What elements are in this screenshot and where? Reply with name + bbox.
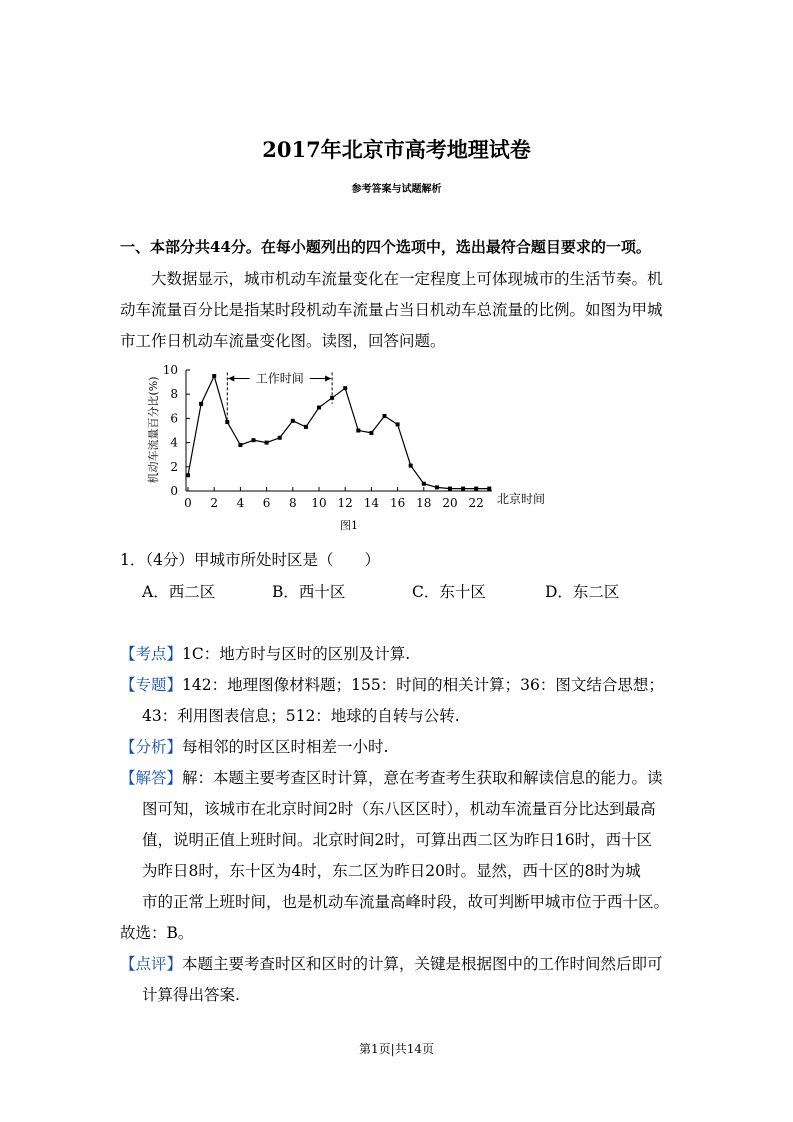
data-point	[330, 396, 334, 400]
fenxi-text: 每相邻的时区区时相差一小时.	[182, 738, 389, 756]
intro-paragraph: 大数据显示，城市机动车流量变化在一定程度上可体现城市的生活节奏。机动车流量百分比是指某时段机动车流量占当日机动车总流量的比例。如图为甲城市工作日机动车流量变化图。读图，回答问题。	[120, 270, 663, 350]
y-tick-label: 2	[170, 459, 178, 474]
chart-caption: 图1	[340, 519, 358, 532]
x-tick-label: 16	[389, 496, 406, 510]
x-tick-label: 0	[184, 496, 192, 510]
x-tick-label: 12	[337, 496, 353, 510]
kaodian-text: 1C：地方时与区时的区别及计算.	[182, 645, 411, 663]
zhuanti-text: 142：地理图像材料题；155：时间的相关计算；36：图文结合思想；	[182, 676, 664, 694]
data-point	[396, 422, 400, 426]
jieda-line2: 图可知，该城市在北京时间2时（东八区区时），机动车流量百分比达到最高	[142, 800, 656, 818]
data-point	[383, 414, 387, 418]
data-point	[238, 443, 242, 447]
dianping-tag: 【点评】	[120, 955, 183, 973]
data-point	[317, 406, 321, 410]
data-point	[487, 487, 491, 491]
chart-xlabel: 北京时间	[497, 492, 546, 506]
dianping-row	[120, 952, 663, 974]
x-tick-label: 20	[442, 496, 458, 510]
y-tick-label: 0	[170, 484, 178, 498]
jieda-tag: 【解答】	[120, 769, 183, 787]
zhuanti-tag: 【专题】	[120, 676, 183, 694]
option-d[interactable]: D．东二区	[545, 583, 620, 601]
zhuanti-line2: 43：利用图表信息；512：地球的自转与公转.	[142, 707, 460, 725]
jieda-line6: 故选：B。	[120, 924, 194, 942]
data-point	[435, 485, 439, 489]
data-point	[409, 464, 413, 468]
x-tick-label: 6	[262, 496, 271, 510]
x-tick-label: 10	[311, 496, 327, 510]
worktime-arrowhead-right	[325, 375, 331, 381]
data-point	[474, 487, 478, 491]
data-point	[304, 425, 308, 429]
y-tick-label: 4	[170, 435, 178, 450]
data-point	[225, 420, 229, 424]
data-point	[199, 402, 203, 406]
data-point	[356, 429, 360, 433]
page-subtitle: 参考答案与试题解析	[351, 184, 442, 195]
jieda-line3: 值，说明正值上班时间。北京时间2时，可算出西二区为昨日16时，西十区	[142, 831, 653, 849]
fenxi-row	[120, 735, 388, 757]
page-footer: 第1页|共14页	[359, 1042, 434, 1056]
worktime-label: 工作时间	[255, 371, 304, 386]
data-point	[212, 374, 216, 378]
page-title: 2017年北京市高考地理试卷	[262, 137, 531, 162]
worktime-arrowhead-left	[228, 375, 234, 381]
data-point	[291, 419, 295, 423]
traffic-chart	[140, 358, 560, 538]
data-point	[278, 436, 282, 440]
data-point	[265, 441, 269, 445]
y-tick-label: 10	[162, 363, 178, 377]
data-point	[186, 473, 190, 477]
y-tick-label: 6	[170, 411, 178, 426]
kaodian-row	[120, 642, 410, 664]
jieda-text: 解：本题主要考查区时计算，意在考查考生获取和解读信息的能力。读	[182, 769, 663, 787]
data-point	[461, 487, 465, 491]
jieda-line4: 为昨日8时，东十区为4时，东二区为昨日20时。显然，西十区的8时为城	[142, 862, 641, 880]
zhuanti-row	[120, 673, 664, 695]
series-line	[188, 376, 489, 489]
x-tick-label: 14	[363, 496, 380, 510]
jieda-row	[120, 766, 663, 788]
data-point	[343, 386, 347, 390]
option-c[interactable]: C．东十区	[412, 583, 486, 601]
option-a[interactable]: A．西二区	[142, 583, 216, 601]
dianping-line2: 计算得出答案.	[142, 986, 240, 1004]
x-tick-label: 22	[468, 496, 484, 510]
chart-ylabel: 机动车流量百分比(%)	[147, 376, 160, 484]
section-heading: 一、本部分共44分。在每小题列出的四个选项中，选出最符合题目要求的一项。	[120, 238, 651, 256]
data-point	[422, 482, 426, 486]
fenxi-tag: 【分析】	[120, 738, 183, 756]
jieda-line5: 市的正常上班时间，也是机动车流量高峰时段，故可判断甲城市位于西十区。	[142, 893, 670, 911]
x-tick-label: 8	[288, 496, 297, 510]
option-b[interactable]: B．西十区	[272, 583, 346, 601]
question-stem: 1．（4分）甲城市所处时区是（ ）	[120, 551, 380, 569]
x-tick-label: 18	[416, 496, 432, 510]
x-tick-label: 2	[210, 496, 219, 510]
dianping-text: 本题主要考查时区和区时的计算，关键是根据图中的工作时间然后即可	[182, 955, 663, 973]
x-tick-label: 4	[236, 496, 245, 510]
y-tick-label: 8	[170, 387, 178, 402]
data-point	[252, 438, 256, 442]
data-point	[448, 487, 452, 491]
data-point	[369, 431, 373, 435]
kaodian-tag: 【考点】	[120, 645, 183, 663]
